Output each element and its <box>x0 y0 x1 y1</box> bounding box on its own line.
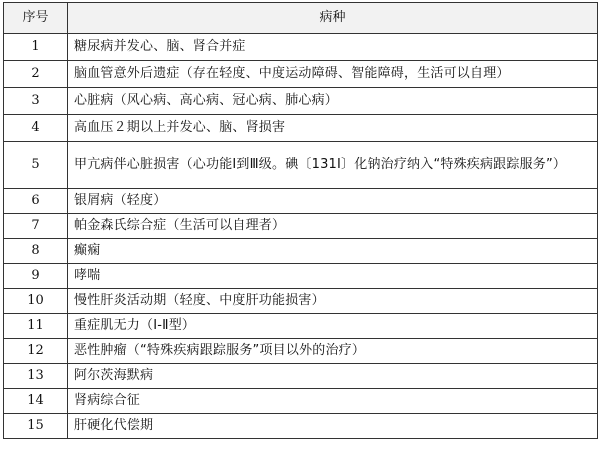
table-row <box>4 214 598 239</box>
disease-table <box>3 2 598 439</box>
row-number: 15 <box>4 414 68 439</box>
row-number: 2 <box>4 61 68 88</box>
table-row <box>4 264 598 289</box>
header-number: 序号 <box>4 3 68 34</box>
row-number: 10 <box>4 289 68 314</box>
header-disease: 病种 <box>68 3 598 34</box>
row-disease: 肾病综合征 <box>68 389 598 414</box>
row-disease: 银屑病（轻度） <box>68 189 598 214</box>
table-row <box>4 115 598 142</box>
row-number: 7 <box>4 214 68 239</box>
row-disease: 高血压２期以上并发心、脑、肾损害 <box>68 115 598 142</box>
table-row <box>4 34 598 61</box>
table-row <box>4 88 598 115</box>
table-header-row <box>4 3 598 34</box>
table-row <box>4 142 598 189</box>
row-number: 12 <box>4 339 68 364</box>
row-disease: 癫痫 <box>68 239 598 264</box>
table-row <box>4 289 598 314</box>
table-row <box>4 414 598 439</box>
row-number: 9 <box>4 264 68 289</box>
row-disease: 肝硬化代偿期 <box>68 414 598 439</box>
table-row <box>4 314 598 339</box>
table-row <box>4 189 598 214</box>
row-disease: 阿尔茨海默病 <box>68 364 598 389</box>
row-disease: 脑血管意外后遗症（存在轻度、中度运动障碍、智能障碍，生活可以自理） <box>68 61 598 88</box>
row-number: 13 <box>4 364 68 389</box>
row-disease: 甲亢病伴心脏损害（心功能Ⅰ到Ⅲ级。碘〔131I〕化钠治疗纳入“特殊疾病跟踪服务”） <box>68 142 598 189</box>
table-row <box>4 339 598 364</box>
row-number: 14 <box>4 389 68 414</box>
row-number: 8 <box>4 239 68 264</box>
row-disease: 哮喘 <box>68 264 598 289</box>
row-number: 11 <box>4 314 68 339</box>
table-row <box>4 389 598 414</box>
row-number: 3 <box>4 88 68 115</box>
row-disease: 恶性肿瘤（“特殊疾病跟踪服务”项目以外的治疗） <box>68 339 598 364</box>
row-disease: 糖尿病并发心、脑、肾合并症 <box>68 34 598 61</box>
table-row <box>4 364 598 389</box>
table-row <box>4 239 598 264</box>
row-disease: 慢性肝炎活动期（轻度、中度肝功能损害） <box>68 289 598 314</box>
row-number: 4 <box>4 115 68 142</box>
row-disease: 心脏病（风心病、高心病、冠心病、肺心病） <box>68 88 598 115</box>
row-disease: 重症肌无力（Ⅰ-Ⅱ型） <box>68 314 598 339</box>
table-row <box>4 61 598 88</box>
row-disease: 帕金森氏综合症（生活可以自理者） <box>68 214 598 239</box>
row-number: 5 <box>4 142 68 189</box>
row-number: 1 <box>4 34 68 61</box>
row-number: 6 <box>4 189 68 214</box>
